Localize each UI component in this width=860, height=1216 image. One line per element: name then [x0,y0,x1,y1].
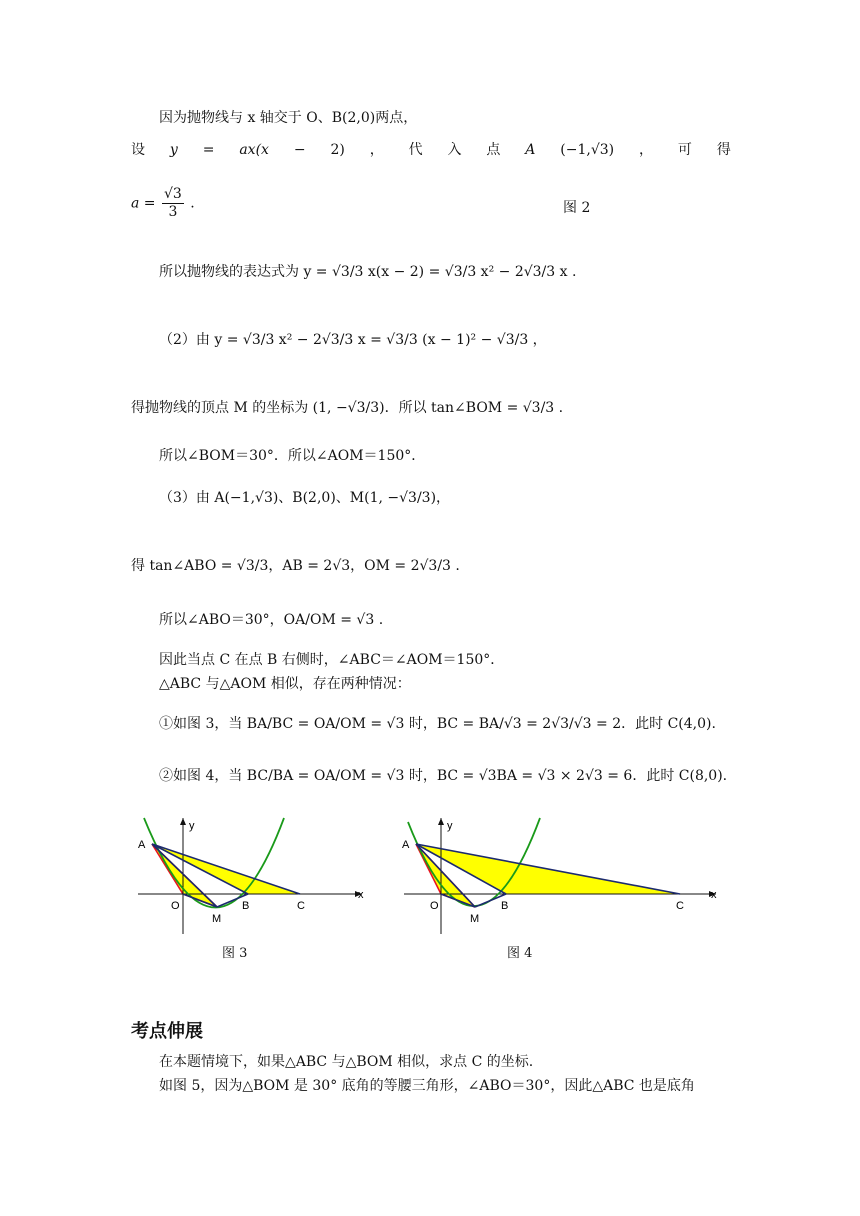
fig3-label-A: A [138,839,146,851]
figure-2-caption: 图 2 [563,200,591,216]
fig3-label-M: M [212,913,222,925]
fig4-label-y: y [447,820,453,832]
fig4-label-M: M [470,913,480,925]
fig4-label-O: O [430,900,439,912]
text-line-7: 所以∠BOM＝30°．所以∠AOM＝150°． [159,448,426,464]
fig4-label-x: x [711,889,717,901]
fig3-y-arrow [180,818,186,825]
text-line-4: 所以抛物线的表达式为 y = √3/3 x(x − 2) = √3/3 x² − 2√3/3 x . [159,264,577,280]
fig3-label-C: C [297,900,305,912]
fig4-label-B: B [501,900,509,912]
text-line-9: 得 tan∠ABO = √3/3，AB = 2√3，OM = 2√3/3 . [131,558,460,574]
text-line-3: a = $\frac{√3}{3}$ . [131,186,195,220]
text-line-10: 所以∠ABO＝30°，OA/OM = √3 . [159,612,384,628]
section-heading: 考点伸展 [131,1021,203,1042]
figure-4-caption: 图 4 [507,946,533,961]
text-line-16: 如图 5，因为△BOM 是 30° 底角的等腰三角形，∠ABO＝30°，因此△ABC 也是底角 [159,1078,695,1094]
fig4-label-A: A [402,839,410,851]
text-line-14: ②如图 4，当 BC/BA = OA/OM = √3 时，BC = √3BA = √3 × 2√3 = 6．此时 C(8,0). [159,768,728,784]
text-line-1: 因为抛物线与 x 轴交于 O、B(2,0)两点， [159,110,418,126]
fig3-label-x: x [358,889,364,901]
figure-3 [130,812,370,942]
fig3-seg-AB [152,844,248,894]
figure-3-caption: 图 3 [222,946,248,961]
fig3-label-B: B [242,900,250,912]
fig3-seg-AM [152,844,217,907]
text-line-5: （2）由 y = √3/3 x² − 2√3/3 x = √3/3 (x − 1)² − √3/3 ， [159,332,547,348]
figure-4 [398,812,728,942]
fig3-label-O: O [171,900,180,912]
fig4-label-C: C [676,900,684,912]
text-line-15: 在本题情境下，如果△ABC 与△BOM 相似，求点 C 的坐标. [159,1054,534,1070]
fraction-a: $\frac{√3}{3}$ [163,186,182,220]
fig3-label-y: y [189,820,195,832]
text-line-6: 得抛物线的顶点 M 的坐标为 (1, −√3/3)．所以 tan∠BOM = √3/3 . [131,400,564,416]
text-line-13: ①如图 3，当 BA/BC = OA/OM = √3 时，BC = BA/√3 = 2√3/√3 = 2．此时 C(4,0). [159,716,716,732]
text-line-12: △ABC 与△AOM 相似，存在两种情况： [159,676,411,692]
text-line-8: （3）由 A(−1,√3)、B(2,0)、M(1, −√3/3)， [159,490,451,506]
text-line-11: 因此当点 C 在点 B 右侧时，∠ABC＝∠AOM＝150°． [159,652,505,668]
text-line-2: 设 y = ax(x − 2) ， 代 入 点 A (−1,√3) ， 可 得 [131,142,731,158]
fig4-y-arrow [438,818,444,825]
